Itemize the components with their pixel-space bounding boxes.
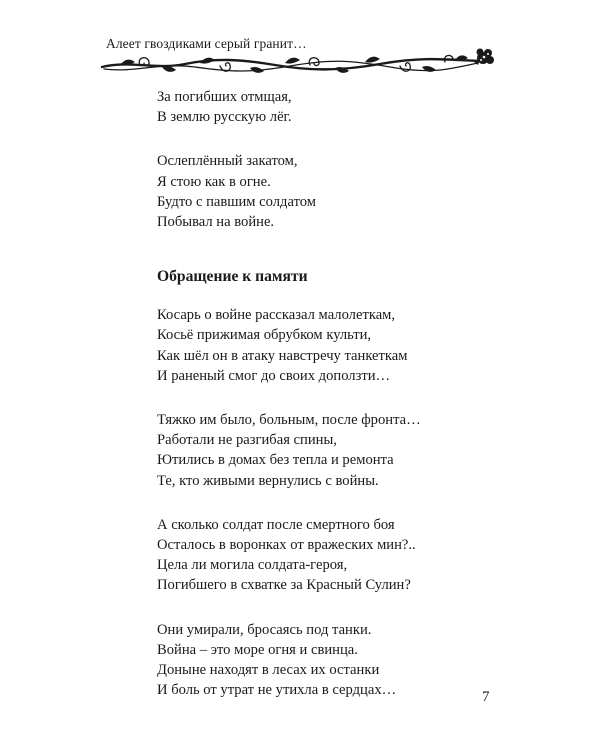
verse-line: Доныне находят в лесах их останки (157, 662, 380, 679)
stanza (157, 620, 497, 701)
verse-line: Я стою как в огне. (157, 173, 271, 190)
verse-line: За погибших отмщая, (157, 89, 292, 105)
verse-line: Цела ли могила солдата-героя, (157, 557, 348, 574)
verse-line: Как шёл он в атаку навстречу танкеткам (157, 347, 408, 364)
running-header: Алеет гвоздиками серый гранит… (106, 36, 307, 51)
stanza (157, 515, 497, 596)
verse-line: И раненый смог до своих доползти… (157, 367, 391, 384)
verse-line: И боль от утрат не утихла в сердцах… (157, 682, 397, 699)
stanza (157, 151, 497, 232)
verse-line: Те, кто живыми вернулись с войны. (157, 472, 379, 489)
verse-line: Они умирали, бросаясь под танки. (157, 621, 372, 638)
verse-line: Осталось в воронках от вражеских мин?.. (157, 537, 416, 554)
stanza (157, 410, 497, 491)
verse-line: В землю русскую лёг. (157, 109, 292, 126)
verse-line: Погибшего в схватке за Красный Сулин? (157, 577, 411, 594)
verse-line: Тяжко им было, больным, после фронта… (157, 412, 421, 429)
verse-line: Работали не разгибая спины, (157, 432, 337, 449)
page-body (157, 87, 497, 724)
stanza (157, 305, 497, 386)
verse-line: Косьё прижимая обрубком культи, (157, 327, 372, 344)
carnation-vine-ornament-icon (100, 47, 500, 77)
poem-title: Обращение к памяти (157, 268, 308, 286)
page-number: 7 (482, 689, 490, 705)
verse-line: А сколько солдат после смертного боя (157, 516, 395, 533)
verse-line: Война – это море огня и свинца. (157, 641, 358, 658)
verse-line: Будто с павшим солдатом (157, 193, 317, 210)
stanza (157, 87, 497, 127)
verse-line: Ютились в домах без тепла и ремонта (157, 452, 394, 469)
verse-line: Косарь о войне рассказал малолеткам, (157, 307, 396, 324)
verse-line: Побывал на войне. (157, 214, 275, 231)
verse-line: Ослеплённый закатом, (157, 153, 298, 170)
